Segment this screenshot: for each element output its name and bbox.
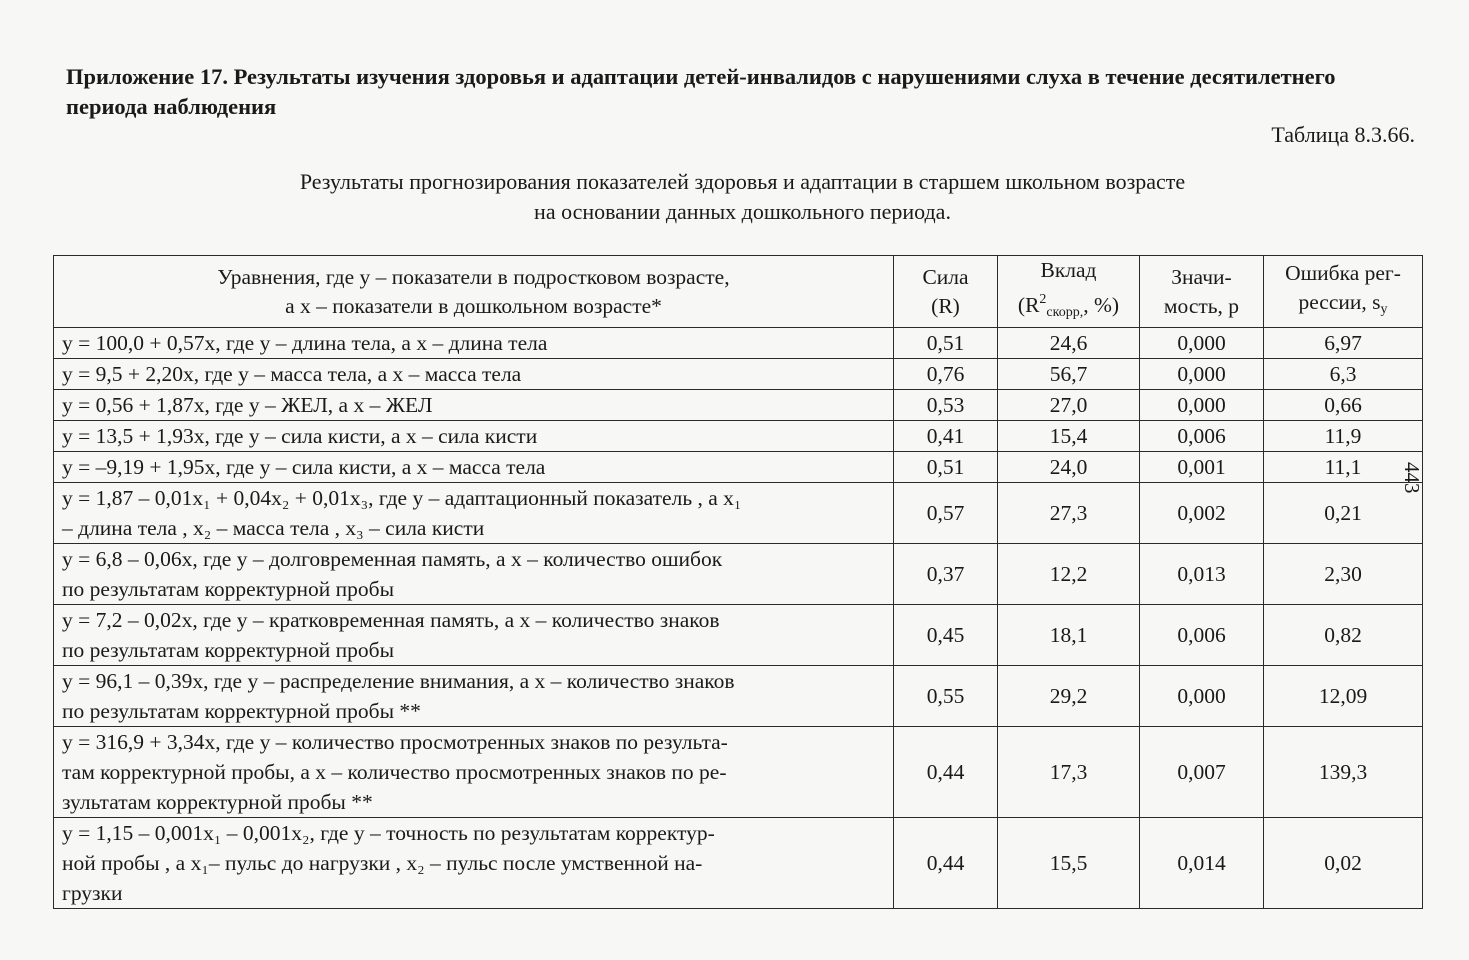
significance-cell: 0,001 xyxy=(1140,452,1264,483)
contribution-cell: 27,3 xyxy=(998,483,1140,544)
regression-error-cell: 2,30 xyxy=(1264,544,1423,605)
equation-cell: у = 1,15 – 0,001х₁ – 0,001х₂, где у – точность по результатам корректур- ной пробы , а х₁– пульс до нагрузки , х₂ – пульс после умственной на- грузки xyxy=(54,818,894,909)
regression-table xyxy=(53,255,1423,909)
significance-cell: 0,014 xyxy=(1140,818,1264,909)
strength-cell: 0,55 xyxy=(894,666,998,727)
strength-cell: 0,76 xyxy=(894,359,998,390)
equation-cell: у = 13,5 + 1,93х, где у – сила кисти, а х – сила кисти xyxy=(54,421,894,452)
equation-cell: у = 316,9 + 3,34х, где у – количество просмотренных знаков по результа- там корректурной пробы, а х – количество просмотренных знаков по ре- зультатам корректурной пробы ** xyxy=(54,727,894,818)
table-row xyxy=(54,727,1423,818)
strength-cell: 0,45 xyxy=(894,605,998,666)
equation-cell: у = 100,0 + 0,57х, где у – длина тела, а х – длина тела xyxy=(54,328,894,359)
contribution-cell: 15,4 xyxy=(998,421,1140,452)
equation-cell: у = –9,19 + 1,95х, где у – сила кисти, а х – масса тела xyxy=(54,452,894,483)
equation-cell: у = 1,87 – 0,01х₁ + 0,04х₂ + 0,01х₃, где у – адаптационный показатель , а х₁ – длина тела , х₂ – масса тела , х₃ – сила кисти xyxy=(54,483,894,544)
contribution-cell: 27,0 xyxy=(998,390,1140,421)
header-regression-error: Ошибка рег- рессии, $s_y$ xyxy=(1264,256,1423,328)
contribution-cell: 12,2 xyxy=(998,544,1140,605)
regression-error-cell: 0,21 xyxy=(1264,483,1423,544)
regression-error-cell: 12,09 xyxy=(1264,666,1423,727)
equation-cell: у = 7,2 – 0,02х, где у – кратковременная память, а х – количество знаков по результатам корректурной пробы xyxy=(54,605,894,666)
regression-error-cell: 6,97 xyxy=(1264,328,1423,359)
strength-cell: 0,44 xyxy=(894,818,998,909)
equation-cell: у = 9,5 + 2,20х, где у – масса тела, а х – масса тела xyxy=(54,359,894,390)
equation-cell: у = 0,56 + 1,87х, где у – ЖЕЛ, а х – ЖЕЛ xyxy=(54,390,894,421)
table-row xyxy=(54,483,1423,544)
strength-cell: 0,51 xyxy=(894,328,998,359)
table-row xyxy=(54,359,1423,390)
strength-cell: 0,53 xyxy=(894,390,998,421)
significance-cell: 0,000 xyxy=(1140,390,1264,421)
significance-cell: 0,000 xyxy=(1140,328,1264,359)
contribution-cell: 18,1 xyxy=(998,605,1140,666)
header-row xyxy=(54,256,1423,328)
regression-error-cell: 6,3 xyxy=(1264,359,1423,390)
regression-error-cell: 139,3 xyxy=(1264,727,1423,818)
table-row xyxy=(54,605,1423,666)
contribution-cell: 29,2 xyxy=(998,666,1140,727)
strength-cell: 0,57 xyxy=(894,483,998,544)
table-caption xyxy=(0,167,1469,227)
table-row xyxy=(54,544,1423,605)
strength-cell: 0,44 xyxy=(894,727,998,818)
regression-error-cell: 11,1 xyxy=(1264,452,1423,483)
equation-cell: у = 6,8 – 0,06х, где у – долговременная память, а х – количество ошибок по результатам корректурной пробы xyxy=(54,544,894,605)
contribution-cell: 15,5 xyxy=(998,818,1140,909)
contribution-cell: 56,7 xyxy=(998,359,1140,390)
regression-error-cell: 0,66 xyxy=(1264,390,1423,421)
header-significance: Значи- мость, р xyxy=(1140,256,1264,328)
table-row xyxy=(54,421,1423,452)
table-row xyxy=(54,666,1423,727)
caption-line: на основании данных дошкольного периода. xyxy=(534,199,951,224)
regression-error-cell: 11,9 xyxy=(1264,421,1423,452)
caption-line: Результаты прогнозирования показателей здоровья и адаптации в старшем школьном возрасте xyxy=(299,169,1186,194)
contribution-cell: 24,6 xyxy=(998,328,1140,359)
significance-cell: 0,006 xyxy=(1140,605,1264,666)
significance-cell: 0,000 xyxy=(1140,666,1264,727)
equation-cell: у = 96,1 – 0,39х, где у – распределение внимания, а х – количество знаков по результатам корректурной пробы ** xyxy=(54,666,894,727)
table-row xyxy=(54,390,1423,421)
appendix-title: Приложение 17. Результаты изучения здоровья и адаптации детей-инвалидов с нарушениями слуха в течение десятилетнего периода наблюдения xyxy=(66,64,1336,119)
strength-cell: 0,51 xyxy=(894,452,998,483)
page-number: 443 xyxy=(1400,462,1424,494)
header-contribution: Вклад ($R^2_{скорр,}$, %) xyxy=(998,256,1140,328)
significance-cell: 0,002 xyxy=(1140,483,1264,544)
table-row xyxy=(54,452,1423,483)
table-row xyxy=(54,818,1423,909)
table-row xyxy=(54,328,1423,359)
significance-cell: 0,000 xyxy=(1140,359,1264,390)
header-strength: Сила (R) xyxy=(894,256,998,328)
significance-cell: 0,007 xyxy=(1140,727,1264,818)
significance-cell: 0,006 xyxy=(1140,421,1264,452)
significance-cell: 0,013 xyxy=(1140,544,1264,605)
regression-error-cell: 0,02 xyxy=(1264,818,1423,909)
strength-cell: 0,41 xyxy=(894,421,998,452)
contribution-cell: 17,3 xyxy=(998,727,1140,818)
strength-cell: 0,37 xyxy=(894,544,998,605)
contribution-cell: 24,0 xyxy=(998,452,1140,483)
header-equation: Уравнения, где у – показатели в подростковом возрасте, а х – показатели в дошкольном возрасте* xyxy=(54,256,894,328)
regression-error-cell: 0,82 xyxy=(1264,605,1423,666)
table-number: Таблица 8.3.66. xyxy=(1271,122,1415,147)
